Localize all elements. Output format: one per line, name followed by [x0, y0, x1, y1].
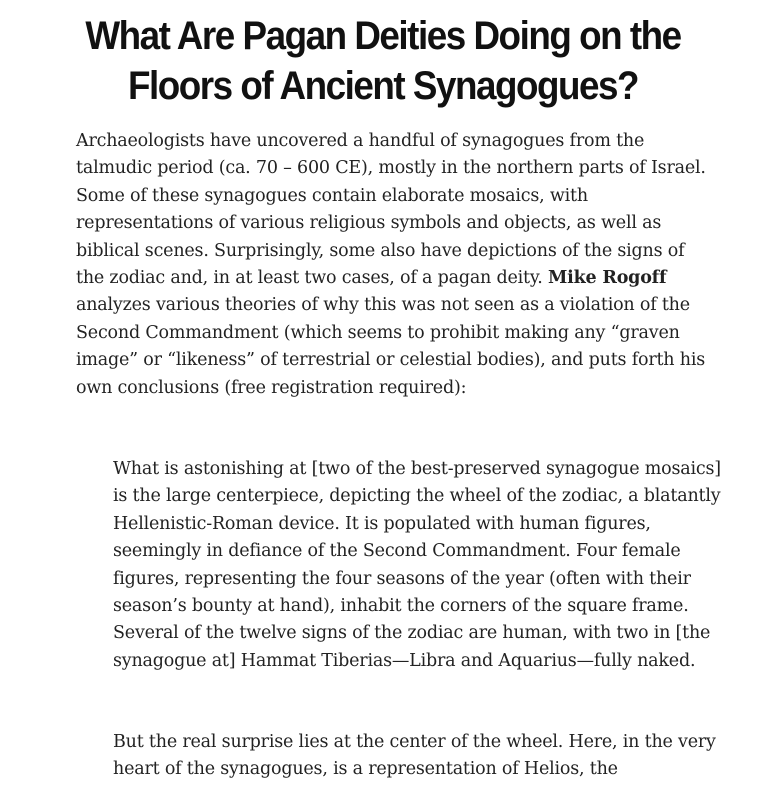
article-title [31, 11, 736, 111]
title-line-1: What Are Pagan Deities Doing on the [85, 14, 681, 58]
blockquote-paragraph-1: What is astonishing at [two of the best-preserved synagogue mosaics] is the large centerpiece, depicting the wheel of the zodiac, a blatantly Hellenistic-Roman device. It is populated with human figures, seemingly in defiance of the Second Commandment. Four female figures, representing the four seasons of the year (often with their season’s bounty at hand), inhabit the corners of the square frame. Several of the twelve signs of the zodiac are human, with two in [the synagogue at] Hammat Tiberias—Libra and Aquarius—fully naked. [113, 459, 721, 671]
intro-text-after-author: analyzes various theories of why this was not seen as a violation of the Second Commandment (which seems to prohibit making any “graven image” or “likeness” of terrestrial or celestial bodies), and puts forth his own conclusions (free registration required): [76, 295, 705, 398]
title-line-2: Floors of Ancient Synagogues? [127, 64, 639, 108]
author-name-link[interactable]: Mike Rogoff [547, 268, 667, 289]
intro-paragraph [76, 128, 716, 402]
intro-text-before-author: Archaeologists have uncovered a handful of synagogues from the talmudic period (ca. 70 – 600 CE), mostly in the northern parts of Israel. Some of these synagogues contain elaborate mosaics, with representations of various religious symbols and objects, as well as biblical scenes. Surprisingly, some also have depictions of the signs of the zodiac and, in at least two cases, of a pagan deity. [76, 131, 706, 289]
blockquote-paragraph-2: But the real surprise lies at the center of the wheel. Here, in the very heart of the synagogues, is a representation of Helios, the [113, 732, 716, 780]
